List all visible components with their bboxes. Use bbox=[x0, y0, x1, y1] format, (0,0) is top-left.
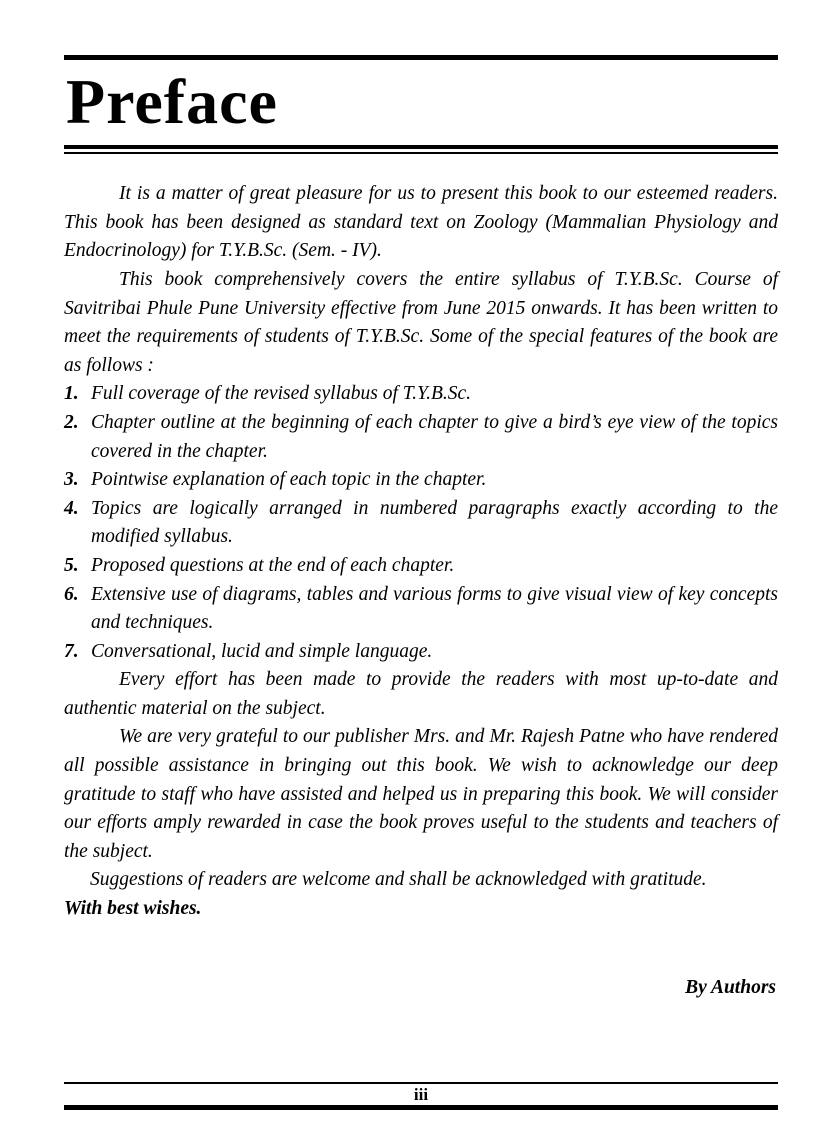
paragraph-effort: Every effort has been made to provide the readers with most up-to-date and authentic material on the subject. bbox=[64, 669, 778, 719]
features-list bbox=[64, 380, 778, 666]
list-item bbox=[64, 466, 778, 495]
paragraph-suggestions: Suggestions of readers are welcome and shall be acknowledged with gratitude. bbox=[90, 869, 707, 891]
top-rule bbox=[64, 55, 778, 60]
list-item bbox=[64, 495, 778, 552]
paragraph-intro: It is a matter of great pleasure for us to present this book to our esteemed readers. This book has been designed as standard text on Zoology (Mammalian Physiology and Endocrinology) for T.Y.B.Sc. (Sem. - IV). bbox=[64, 183, 778, 262]
page-title: Preface bbox=[66, 66, 278, 137]
list-item bbox=[64, 380, 778, 409]
list-number: 3. bbox=[64, 469, 79, 491]
closing-wishes: With best wishes. bbox=[64, 898, 202, 920]
page-content bbox=[64, 55, 778, 1002]
page-number: iii bbox=[413, 1085, 429, 1104]
paragraph-gratitude: We are very grateful to our publisher Mrs. and Mr. Rajesh Patne who have rendered all possible assistance in bringing out this book. We wish to acknowledge our deep gratitude to staff who have assisted and helped us in preparing this book. We will consider our efforts amply rewarded in case the book proves useful to the students and teachers of the subject. bbox=[64, 726, 778, 862]
list-number: 6. bbox=[64, 583, 79, 605]
list-item-text: Topics are logically arranged in numbered paragraphs exactly according to the modified syllabus. bbox=[91, 497, 778, 548]
list-number: 1. bbox=[64, 383, 79, 405]
list-item bbox=[64, 638, 778, 667]
list-item-text: Full coverage of the revised syllabus of T.Y.B.Sc. bbox=[91, 383, 472, 405]
list-item bbox=[64, 409, 778, 466]
list-number: 7. bbox=[64, 640, 79, 662]
list-item-text: Chapter outline at the beginning of each chapter to give a bird’s eye view of the topics covered in the chapter. bbox=[91, 411, 778, 462]
title-underline-thin bbox=[64, 152, 778, 154]
list-number: 5. bbox=[64, 554, 79, 576]
title-underline-thick bbox=[64, 145, 778, 149]
list-item-text: Proposed questions at the end of each chapter. bbox=[91, 554, 455, 576]
page-footer bbox=[64, 1082, 778, 1110]
list-item-text: Extensive use of diagrams, tables and various forms to give visual view of key concepts and techniques. bbox=[91, 583, 778, 634]
footer-rule-bottom bbox=[64, 1105, 778, 1110]
list-item-text: Pointwise explanation of each topic in the chapter. bbox=[91, 469, 487, 491]
preface-body bbox=[64, 180, 778, 1002]
byline-authors: By Authors bbox=[685, 976, 776, 998]
paragraph-syllabus: This book comprehensively covers the entire syllabus of T.Y.B.Sc. Course of Savitribai Phule Pune University effective from June 2015 onwards. It has been written to meet the requirements of students of T.Y.B.Sc. Some of the special features of the book are as follows : bbox=[64, 268, 778, 376]
list-number: 2. bbox=[64, 411, 79, 433]
list-number: 4. bbox=[64, 497, 79, 519]
list-item-text: Conversational, lucid and simple language. bbox=[91, 640, 433, 662]
list-item bbox=[64, 552, 778, 581]
list-item bbox=[64, 581, 778, 638]
